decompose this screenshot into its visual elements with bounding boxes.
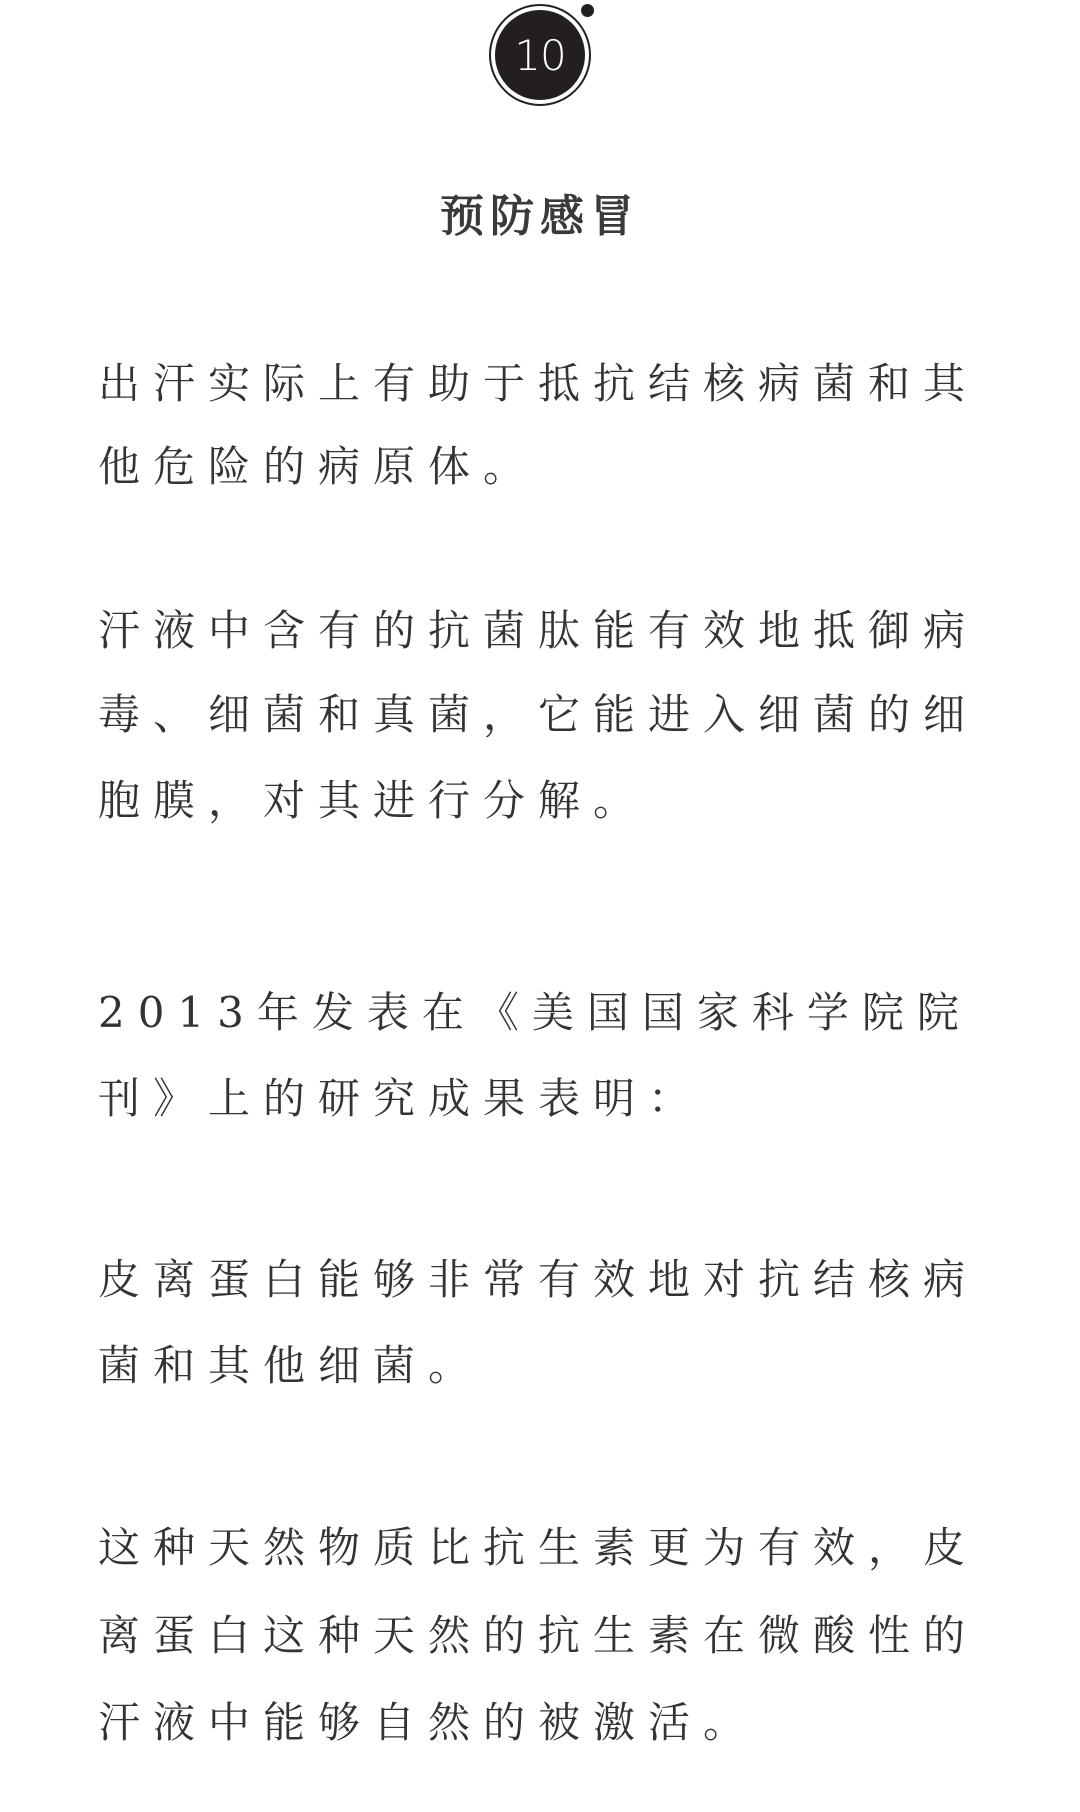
text-line: 胞膜，对其进行分解。 bbox=[98, 776, 649, 825]
section-number-badge bbox=[489, 4, 591, 106]
text-line: 这种天然物质比抗生素更为有效，皮 bbox=[98, 1523, 979, 1572]
paragraph-5 bbox=[98, 1504, 998, 1766]
paragraph-4 bbox=[98, 1237, 998, 1409]
badge-dot-icon bbox=[581, 4, 594, 17]
text-line: 出汗实际上有助于抵抗结核病菌和其 bbox=[98, 359, 979, 408]
badge-disc bbox=[495, 10, 585, 100]
text-line: 他危险的病原体。 bbox=[98, 442, 539, 491]
text-line: 皮离蛋白能够非常有效地对抗结核病 bbox=[98, 1255, 979, 1304]
paragraph-3 bbox=[98, 970, 998, 1142]
badge-number: 10 bbox=[514, 30, 566, 80]
paragraph-1 bbox=[98, 344, 998, 510]
text-line: 汗液中能够自然的被激活。 bbox=[98, 1698, 759, 1747]
section-title: 预防感冒 bbox=[440, 191, 640, 242]
text-line: 刊》上的研究成果表明： bbox=[98, 1074, 704, 1123]
text-line: 离蛋白这种天然的抗生素在微酸性的 bbox=[98, 1611, 979, 1660]
paragraph-2 bbox=[98, 590, 998, 844]
text-line: 毒、细菌和真菌，它能进入细菌的细 bbox=[98, 690, 979, 739]
text-line: 汗液中含有的抗菌肽能有效地抵御病 bbox=[98, 606, 979, 655]
text-line: 2013年发表在《美国国家科学院院 bbox=[98, 988, 972, 1037]
text-line: 菌和其他细菌。 bbox=[98, 1341, 484, 1390]
